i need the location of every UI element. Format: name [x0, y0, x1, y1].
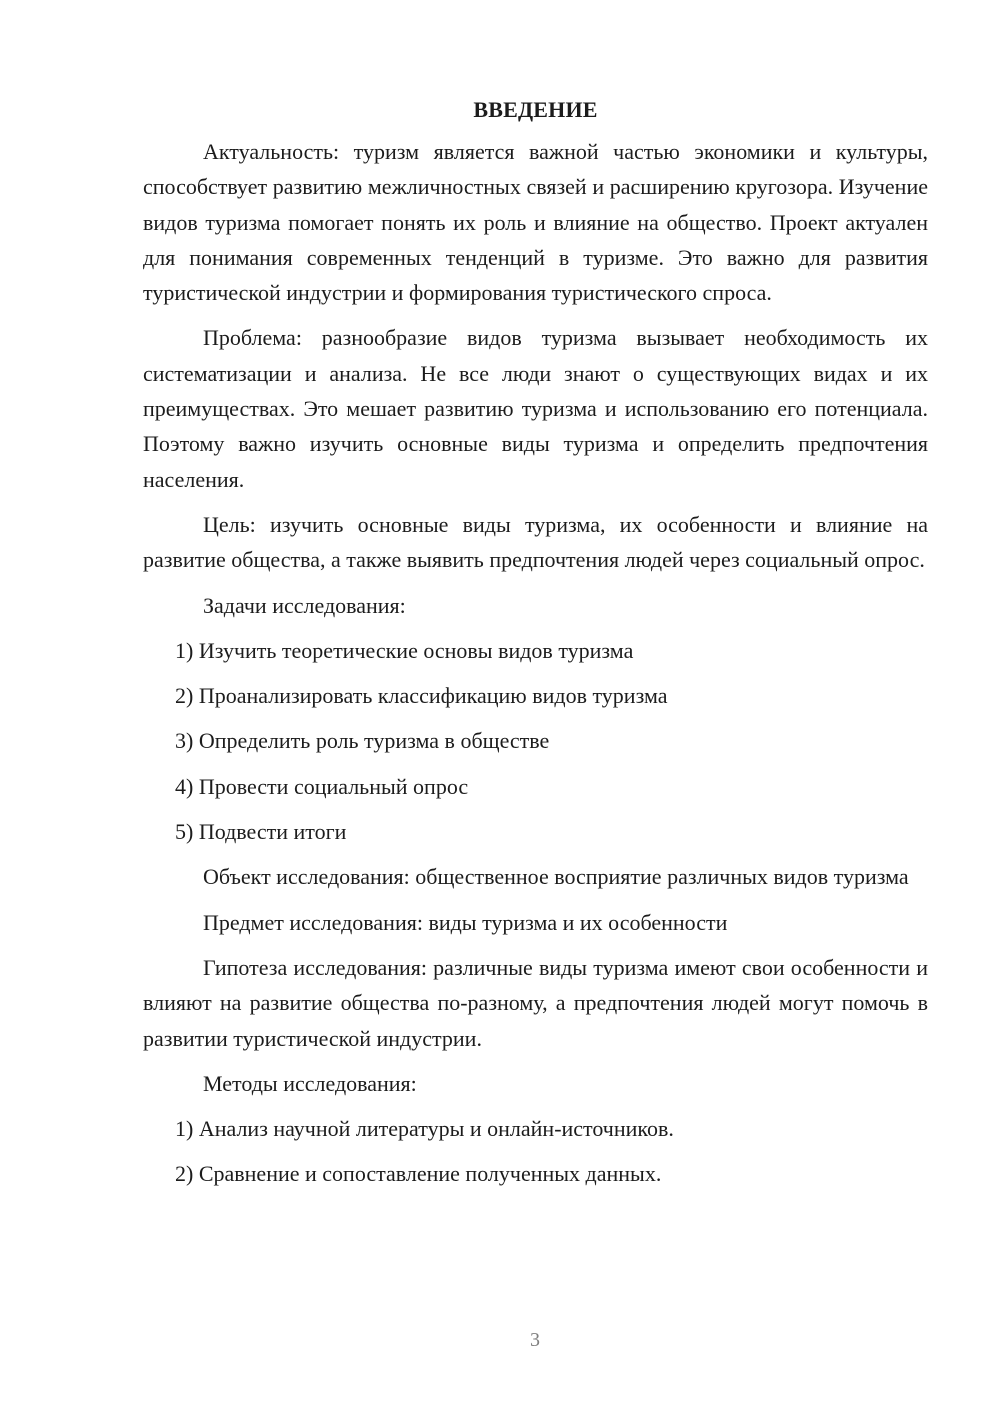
list-item: 2) Проанализировать классификацию видов туризма: [175, 683, 668, 709]
tasks-heading: Задачи исследования:: [203, 592, 406, 618]
goal-paragraph: Цель: изучить основные виды туризма, их особенности и влияние на развитие общества, а также выявить предпочтения людей через социальный опрос.: [143, 511, 928, 573]
methods-list: [143, 1111, 928, 1192]
list-item: 4) Провести социальный опрос: [175, 773, 469, 799]
problem-paragraph: Проблема: разнообразие видов туризма вызывает необходимость их систематизации и анализа. Не все люди знают о существующих видах и их преимуществах. Это мешает развитию туризма и использованию его потенциала. Поэтому важно изучить основные виды туризма и определить предпочтения населения.: [143, 325, 928, 492]
list-item: 1) Изучить теоретические основы видов туризма: [175, 637, 634, 663]
subject-paragraph: Предмет исследования: виды туризма и их особенности: [203, 909, 728, 935]
document-page: [143, 92, 928, 1202]
object-paragraph: Объект исследования: общественное восприятие различных видов туризма: [203, 864, 909, 890]
hypothesis-paragraph: Гипотеза исследования: различные виды туризма имеют свои особенности и влияют на развитие общества по-разному, а предпочтения людей могут помочь в развитии туристической индустрии.: [143, 954, 928, 1051]
list-item: 2) Сравнение и сопоставление полученных данных.: [175, 1161, 662, 1187]
methods-heading: Методы исследования:: [203, 1070, 417, 1096]
list-item: 5) Подвести итоги: [175, 819, 347, 845]
page-number: 3: [530, 1329, 540, 1351]
list-item: 1) Анализ научной литературы и онлайн-источников.: [175, 1116, 674, 1142]
relevance-paragraph: Актуальность: туризм является важной частью экономики и культуры, способствует развитию межличностных связей и расширению кругозора. Изучение видов туризма помогает понять их роль и влияние на общество. Проект актуален для понимания современных тенденций в туризме. Это важно для развития туристической индустрии и формирования туристического спроса.: [143, 139, 928, 306]
tasks-list: [143, 633, 928, 849]
page-title: ВВЕДЕНИЕ: [473, 97, 598, 122]
list-item: 3) Определить роль туризма в обществе: [175, 728, 550, 754]
